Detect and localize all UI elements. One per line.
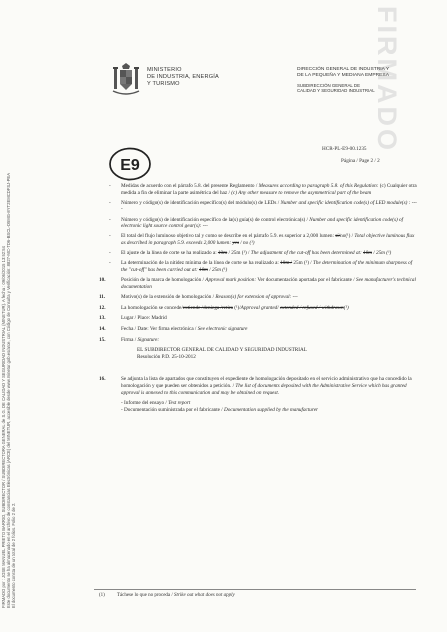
numbered-item-12: 12. La homologación se concede/extiende /deniega /retira (¹)/Approval granted/ extended / refused / withdrawn(¹)	[99, 304, 349, 311]
numbered-item-16: 16. Se adjunta la lista de apartados que constituyen el expediente de homologación depositado en el servicio administrativo que ha concedido la homologación y que pueden ser obtenidos a petición. / The list of documents deposited with the Administrative Service which has granted approval is annexed to this communication and may be obtained on request. - Informe del ensayo / Test report - Documentación suministrada por el fabricante / Documentation supplied by the manufacturer	[99, 376, 412, 413]
signatory-block	[99, 347, 417, 360]
list-item: - El ajuste de la línea de corte se ha realizado a: 10m / 25m (¹) / The adjustment of the cut-off has been determined at: 10m / 25m (¹)	[109, 250, 392, 257]
list-item: - Número y código(s) de identificación específico(s) del módulo(s) de LEDs / Number and specific identification code(s) of LED module(s) : ----	[109, 199, 417, 213]
numbered-item-11: 11. Motivo(s) de la extensión de homologación / Reason(s) for extension of approval: ---	[99, 294, 298, 301]
list-item: - Medidas de acuerdo con el párrafo 5.8. del presente Reglamento / Measures according to paragraph 5.8. of this Regulation: (c) Cualquier otra medida a fin de eliminar la parte asimétrica del haz / (c) Any other measure to remove the asymmetrical part of the beam	[109, 183, 417, 196]
list-item: - Número y código(s) de identificación específico de la(s) guía(s) de control electrónica(s) / Number and specific identification code(s) of electronic light source control gear(s): ---	[109, 216, 404, 230]
numbered-item-10: 10. Posición de la marca de homologación / Approval mark position: Ver documentación aportada por el fabricante / See manufacturer's technical documentation	[99, 277, 416, 290]
folio-line: El documento consta de un total de 2 folios. Folio 2 de 2.	[11, 502, 17, 608]
numbered-item-13: 13. Lugar / Place: Madrid	[99, 315, 167, 322]
directorate-name: DIRECCIÓN GENERAL DE INDUSTRIA Y DE LA PEQUEÑA Y MEDIANA EMPRESA SUBDIRECCIÓN GENERAL DE CALIDAD Y SEGURIDAD INDUSTRIAL	[297, 67, 390, 94]
document-body	[99, 183, 417, 417]
numbered-item-14: 14. Fecha / Date: Ver firma electrónica / See electronic signature	[99, 326, 248, 333]
archive-line: Este documento se ha almacenado en el archivo de constancias Electrónicas (ARCE) del MINETUR, accesible desde www.minetur.gob.es/arce, con Código de Consulta y Verificación: 8827-MC-TD6-BSCL-D5MG-8YT2EMCDFSJ-PEA	[6, 173, 12, 608]
reference-number: HCR-PL-E9-00.1235	[322, 146, 367, 152]
numbered-item-15: 15. Firma / Signature:	[99, 336, 160, 343]
page-number: Página / Page 2 / 2	[341, 158, 380, 164]
signature-line: FIRMADO por : JOSE MANUEL PRIETO BARRIO, SUBDIRECTOR / SUBDIRECTORA GENERAL de S.G. DE CALIDAD Y SEGURIDAD INDUSTRIAL (MINETUR). A fecha : 09/06/2015 13:52:54	[1, 246, 6, 608]
approval-mark-text: E9	[120, 157, 140, 174]
e9-approval-mark-icon	[104, 146, 156, 182]
signatory-resolution: Resolución P.D. 25-10-2012	[137, 353, 196, 360]
signed-watermark: FIRMADO	[372, 6, 402, 153]
list-item: - La determinación de la nitidez mínima de la línea de corte se ha realizado a: 10m / 25m (¹) / The determination of the minimum sharpness of the "cut-off" has been carried out at: 10m / 25m (¹)	[109, 260, 413, 273]
footnote-divider	[94, 589, 416, 590]
footnote: (1) Táchese lo que no proceda / Strike out what does not apply	[99, 593, 235, 598]
ministry-name: MINISTERIO DE INDUSTRIA, ENERGÍA Y TURISMO	[147, 67, 219, 88]
signatory-title: EL SUBDIRECTOR GENERAL DE CALIDAD Y SEGURIDAD INDUSTRIAL	[137, 347, 307, 354]
list-item: - El total del flujo luminoso objetivo tal y como se describe en el párrafo 5.9. es superior a 2,000 lumen: sí/no(¹) / Total objective luminous flux as described in paragraph 5.9. exceeds 2,000 lumen: yes / no (¹)	[109, 233, 415, 246]
coat-of-arms-icon	[111, 62, 141, 98]
electronic-signature-strip	[1, 8, 23, 608]
